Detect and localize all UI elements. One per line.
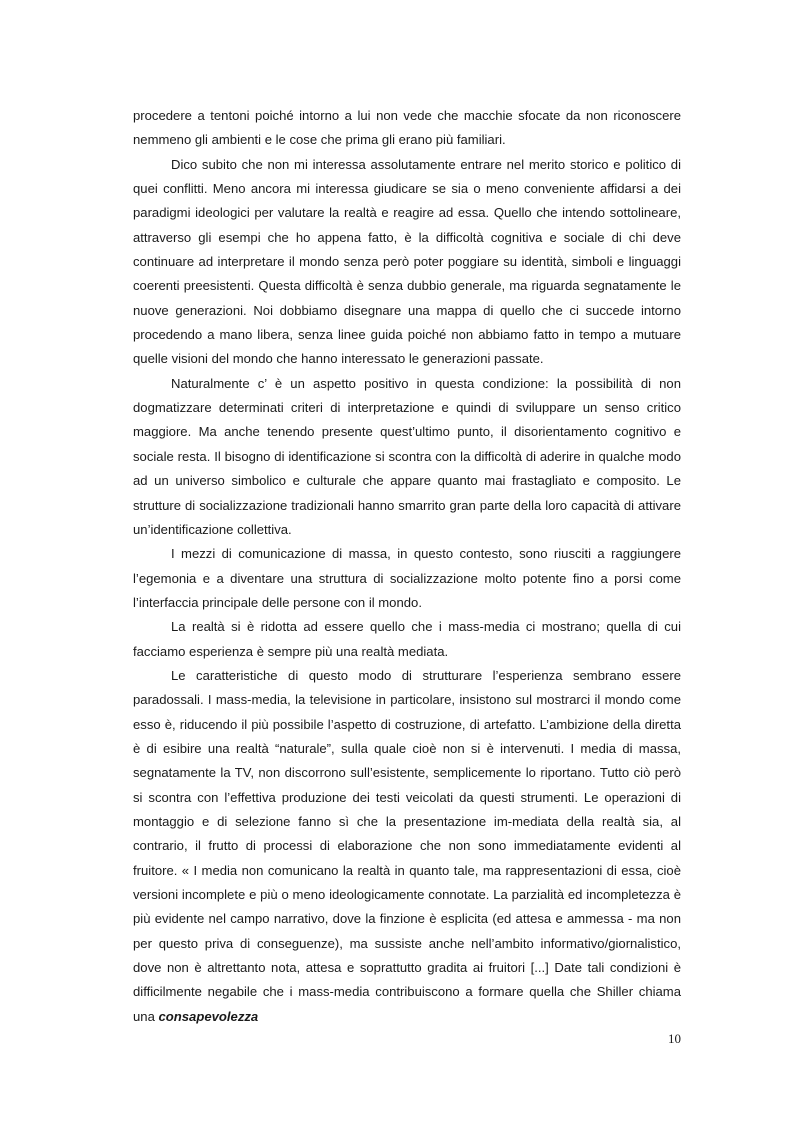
- page-number: 10: [668, 1031, 681, 1046]
- page-body: [133, 104, 681, 1029]
- paragraph-last-text: Le caratteristiche di questo modo di strutturare l’esperienza sembrano essere paradossali. I mass-media, la televisione in particolare, insistono sul mostrarci il mondo come esso è, riducendo il più possibile l’aspetto di costruzione, di artefatto. L’ambizione della diretta è di esibire una realtà “naturale”, sulla quale cioè non si è intervenuti. I media di massa, segnatamente la TV, non discorrono sull’esistente, semplicemente lo riportano. Tutto ciò però si scontra con l’effettiva produzione dei testi veicolati da questi strumenti. Le operazioni di montaggio e di selezione fanno sì che la presentazione im-mediata della realtà sia, al contrario, il frutto di processi di elaborazione che non sono immediatamente evidenti al fruitore. « I media non comunicano la realtà in quanto tale, ma rappresentazioni di essa, cioè versioni incomplete e più o meno ideologicamente connotate. La parzialità ed incompletezza è più evidente nel campo narrativo, dove la finzione è esplicita (ed attesa e ammessa - ma non per questo priva di conseguenze), ma sussiste anche nell’ambito informativo/giornalistico, dove non è altrettanto nota, attesa e soprattutto gradita ai fruitori [...] Date tali condizioni è difficilmente negabile che i mass-media contribuiscono a formare quella che Shiller chiama una: [133, 667, 681, 1024]
- paragraph: Dico subito che non mi interessa assolutamente entrare nel merito storico e politico di quei conflitti. Meno ancora mi interessa giudicare se sia o meno conveniente affidarsi a dei paradigmi ideologici per valutare la realtà e reagire ad essa. Quello che intendo sottolineare, attraverso gli esempi che ho appena fatto, è la difficoltà cognitiva e sociale di chi deve continuare ad interpretare il mondo senza però poter poggiare su identità, simboli e linguaggi coerenti preesistenti. Questa difficoltà è senza dubbio generale, ma riguarda segnatamente le nuove generazioni. Noi dobbiamo disegnare una mappa di quello che ci succede intorno procedendo a mano libera, senza linee guida poiché non abbiamo fatto in tempo a mutuare quelle visioni del mondo che hanno interessato le generazioni passate.: [133, 156, 681, 367]
- paragraph: La realtà si è ridotta ad essere quello che i mass-media ci mostrano; quella di cui facciamo esperienza è sempre più una realtà mediata.: [133, 619, 681, 659]
- paragraph-continuation: procedere a tentoni poiché intorno a lui non vede che macchie sfocate da non riconoscere nemmeno gli ambienti e le cose che prima gli erano più familiari.: [133, 108, 681, 148]
- paragraph: Naturalmente c’ è un aspetto positivo in questa condizione: la possibilità di non dogmatizzare determinati criteri di interpretazione e quindi di sviluppare un senso critico maggiore. Ma anche tenendo presente quest’ultimo punto, il disorientamento cognitivo e sociale resta. Il bisogno di identificazione si scontra con la difficoltà di aderire in qualche modo ad un universo simbolico e culturale che appare quanto mai frastagliato e composito. Le strutture di socializzazione tradizionali hanno smarrito gran parte della loro capacità di attivare un’identificazione collettiva.: [133, 375, 681, 537]
- emphasis-term: consapevolezza: [158, 1008, 259, 1024]
- paragraph: I mezzi di comunicazione di massa, in questo contesto, sono riusciti a raggiungere l’egemonia e a diventare una struttura di socializzazione molto potente fino a porsi come l’interfaccia principale delle persone con il mondo.: [133, 546, 681, 610]
- paragraph-last: [133, 664, 681, 1029]
